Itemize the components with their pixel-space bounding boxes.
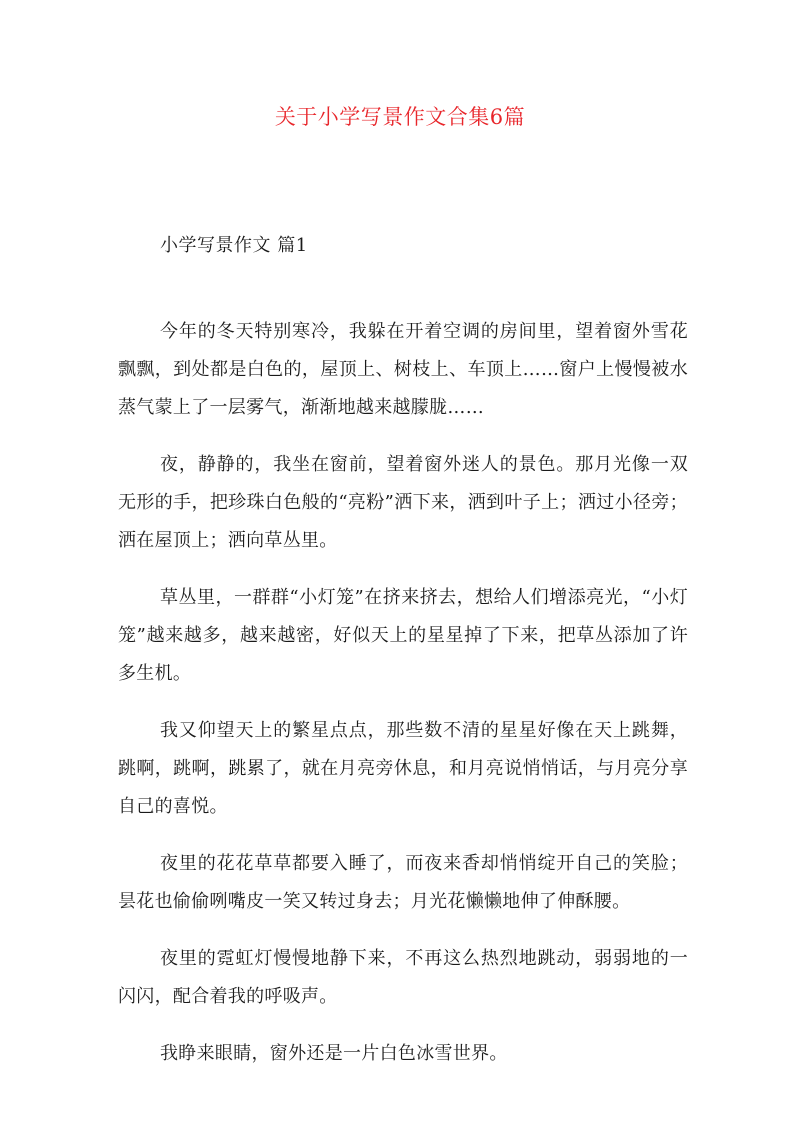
paragraph: 我又仰望天上的繁星点点，那些数不清的星星好像在天上跳舞，跳啊，跳啊，跳累了，就在月亮旁休息，和月亮说悄悄话，与月亮分享自己的喜悦。 — [118, 720, 688, 817]
document-title: 关于小学写景作文合集6篇 — [274, 105, 526, 129]
paragraph: 我睁来眼睛，窗外还是一片白色冰雪世界。 — [160, 1043, 508, 1064]
paragraph: 夜里的花花草草都要入睡了，而夜来香却悄悄绽开自己的笑脸；昙花也偷偷咧嘴皮一笑又转过身去；月光花懒懒地伸了伸酥腰。 — [118, 853, 688, 912]
paragraph: 草丛里，一群群“小灯笼”在挤来挤去，想给人们增添亮光，“小灯笼”越来越多，越来越密，好似天上的星星掉了下来，把草丛添加了许多生机。 — [118, 587, 688, 684]
section-heading: 小学写景作文 篇1 — [160, 235, 308, 256]
paragraph: 夜，静静的，我坐在窗前，望着窗外迷人的景色。那月光像一双无形的手，把珍珠白色般的“亮粉”洒下来，洒到叶子上；洒过小径旁；洒在屋顶上；洒向草丛里。 — [118, 454, 688, 551]
article-body — [118, 313, 688, 1092]
paragraph: 夜里的霓虹灯慢慢地静下来，不再这么热烈地跳动，弱弱地的一闪闪，配合着我的呼吸声。 — [118, 948, 688, 1007]
paragraph: 今年的冬天特别寒冷，我躲在开着空调的房间里，望着窗外雪花飘飘，到处都是白色的，屋顶上、树枝上、车顶上……窗户上慢慢被水蒸气蒙上了一层雾气，渐渐地越来越朦胧…… — [118, 321, 688, 418]
